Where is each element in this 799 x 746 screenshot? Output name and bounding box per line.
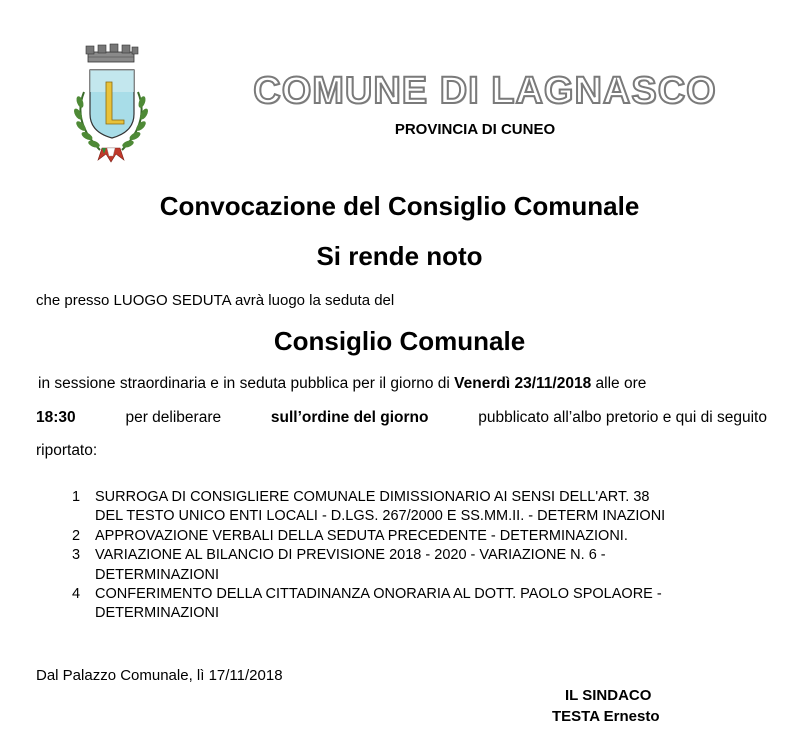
agenda-item <box>72 488 772 527</box>
municipal-crest <box>62 42 158 170</box>
province-label: PROVINCIA DI CUNEO <box>394 121 556 138</box>
signature-name: TESTA Ernesto <box>552 708 660 725</box>
session-date: Venerdì 23/11/2018 <box>454 375 592 392</box>
agenda-item-number: 4 <box>72 586 81 603</box>
agenda-item-line: APPROVAZIONE VERBALI DELLA SEDUTA PRECEDENTE - DETERMINAZIONI. <box>95 527 628 544</box>
agenda-item-line: DETERMINAZIONI <box>95 566 220 583</box>
agenda-item-number: 2 <box>72 527 81 544</box>
session-paragraph-line-3: riportato: <box>36 442 98 459</box>
agenda-item <box>72 546 772 585</box>
agenda-reference: sull’ordine del giorno <box>270 409 429 426</box>
session-time-lead: alle ore <box>591 375 647 392</box>
session-time: 18:30 <box>36 409 76 426</box>
agenda-list <box>72 488 772 624</box>
agenda-item <box>72 527 772 546</box>
notice-heading: Si rende noto <box>316 241 483 271</box>
session-text: in sessione straordinaria e in seduta pubblica per il giorno di <box>38 375 455 392</box>
signature-title: IL SINDACO <box>565 687 652 704</box>
session-paragraph-line-1 <box>38 375 768 393</box>
agenda-item <box>72 585 772 624</box>
issue-date: Dal Palazzo Comunale, lì 17/11/2018 <box>36 667 283 684</box>
crest-icon <box>62 42 158 170</box>
intro-text: che presso LUOGO SEDUTA avrà luogo la seduta del <box>36 292 395 309</box>
municipality-title: COMUNE DI LAGNASCO <box>253 70 717 112</box>
council-heading: Consiglio Comunale <box>273 326 526 356</box>
publication-text: pubblicato all’albo pretorio e qui di seguito <box>478 409 767 426</box>
deliberate-text: per deliberare <box>125 409 222 426</box>
agenda-item-line: VARIAZIONE AL BILANCIO DI PREVISIONE 2018 - 2020 - VARIAZIONE N. 6 - <box>95 547 606 564</box>
convocation-heading: Convocazione del Consiglio Comunale <box>159 191 640 221</box>
agenda-item-line: CONFERIMENTO DELLA CITTADINANZA ONORARIA AL DOTT. PAOLO SPOLAORE - <box>95 586 662 603</box>
agenda-item-line: DETERMINAZIONI <box>95 605 220 622</box>
agenda-item-number: 1 <box>72 489 81 505</box>
session-paragraph-line-2 <box>36 409 767 427</box>
agenda-item-line: DEL TESTO UNICO ENTI LOCALI - D.LGS. 267/2000 E SS.MM.II. - DETERM INAZIONI <box>95 508 666 525</box>
agenda-item-number: 3 <box>72 547 81 564</box>
agenda-item-line: SURROGA DI CONSIGLIERE COMUNALE DIMISSIONARIO AI SENSI DELL'ART. 38 <box>95 489 650 505</box>
